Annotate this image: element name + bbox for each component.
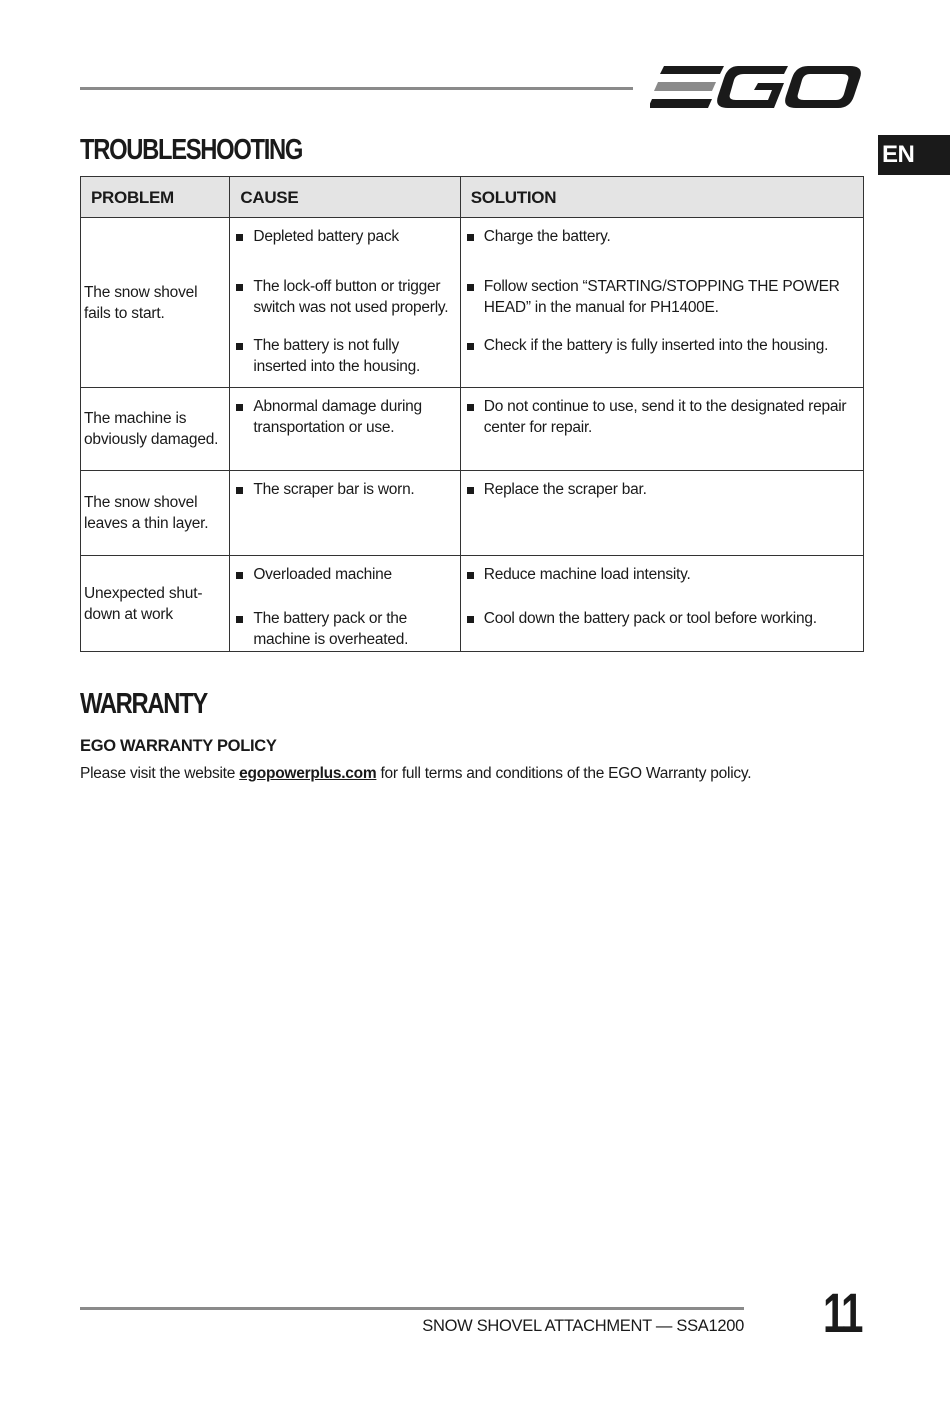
cause-item: Depleted battery pack	[230, 226, 459, 247]
language-tab: EN	[878, 135, 950, 175]
cause-item: Overloaded machine	[230, 564, 459, 585]
cause-cell	[230, 388, 460, 471]
column-header-cause: CAUSE	[230, 177, 460, 218]
cause-item: The lock-off button or trigger switch was not used properly.	[230, 276, 459, 318]
cause-cell	[230, 218, 460, 388]
warranty-subheading: EGO WARRANTY POLICY	[80, 737, 277, 755]
solution-item: Reduce machine load intensity.	[461, 564, 863, 585]
solution-item: Cool down the battery pack or tool before working.	[461, 608, 863, 629]
problem-cell: Unexpected shut-down at work	[81, 556, 230, 652]
table-row	[81, 471, 864, 556]
table-row	[81, 556, 864, 652]
solution-cell	[460, 388, 863, 471]
table-row	[81, 388, 864, 471]
column-header-problem: PROBLEM	[81, 177, 230, 218]
warranty-text-after: for full terms and conditions of the EGO Warranty policy.	[376, 765, 752, 782]
warranty-paragraph	[80, 765, 751, 783]
footer-product-title: SNOW SHOVEL ATTACHMENT — SSA1200	[422, 1317, 744, 1335]
warranty-text-before: Please visit the website	[80, 765, 240, 782]
cause-cell	[230, 556, 460, 652]
cause-item: The battery pack or the machine is overheated.	[230, 608, 459, 650]
solution-item: Follow section “STARTING/STOPPING THE POWER HEAD” in the manual for PH1400E.	[461, 276, 863, 318]
cause-cell	[230, 471, 460, 556]
table-header-row	[81, 177, 864, 218]
warranty-website-link[interactable]: egopowerplus.com	[239, 765, 377, 782]
solution-item: Check if the battery is fully inserted into the housing.	[461, 335, 863, 356]
solution-cell	[460, 218, 863, 388]
solution-item: Replace the scraper bar.	[461, 479, 863, 500]
table-row	[81, 218, 864, 388]
troubleshooting-heading: TROUBLESHOOTING	[80, 134, 303, 166]
column-header-solution: SOLUTION	[460, 177, 863, 218]
cause-item: Abnormal damage during transportation or use.	[230, 396, 459, 438]
cause-item: The battery is not fully inserted into the housing.	[230, 335, 459, 377]
problem-cell: The snow shovel fails to start.	[81, 218, 230, 388]
solution-item: Do not continue to use, send it to the designated repair center for repair.	[461, 396, 863, 438]
warranty-heading: WARRANTY	[80, 688, 207, 720]
troubleshooting-table	[80, 176, 864, 652]
page-number: 11	[823, 1281, 862, 1344]
footer-rule	[80, 1307, 744, 1310]
solution-cell	[460, 556, 863, 652]
header-rule	[80, 87, 633, 90]
solution-cell	[460, 471, 863, 556]
ego-logo	[650, 62, 862, 112]
problem-cell: The snow shovel leaves a thin layer.	[81, 471, 230, 556]
solution-item: Charge the battery.	[461, 226, 863, 247]
cause-item: The scraper bar is worn.	[230, 479, 459, 500]
problem-cell: The machine is obviously damaged.	[81, 388, 230, 471]
